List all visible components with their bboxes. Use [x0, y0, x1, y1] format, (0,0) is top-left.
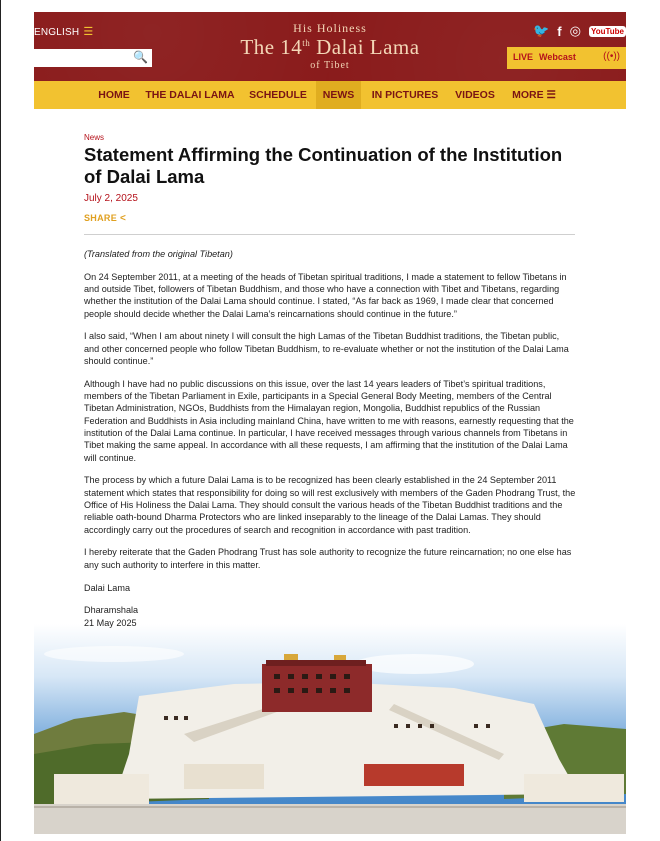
sign-date: 21 May 2025	[84, 617, 137, 628]
share-icon: <	[120, 213, 127, 224]
nav-the-dalai-lama[interactable]: THE DALAI LAMA	[145, 89, 235, 101]
signature: Dalai Lama	[84, 582, 130, 593]
paragraph: Although I have had no public discussions on this issue, over the last 14 years leaders of Tibet’s spiritual traditions, members of the Tibetan Parliament in Exile, participants in a Special General Body Meeting, members of the Central Tibetan Administration, NGOs, Buddhists from the Himalayan region, Mongolia, Buddhist republics of the Russian Federation and Buddhists in Asia including mainland China, have written to me with reasons, earnestly requesting that the institution of the Dalai Lama continue. In particular, I have received messages through various channels from Tibetans in Tibet making the same appeal. In accordance with all these requests, I am affirming that the institution of the Dalai Lama will continue.	[84, 378, 574, 463]
divider	[84, 234, 575, 235]
twitter-icon[interactable]: 🐦	[533, 23, 550, 38]
nav-schedule[interactable]: SCHEDULE	[249, 89, 307, 101]
nav-in-pictures[interactable]: IN PICTURES	[371, 89, 439, 101]
sign-place: Dharamshala	[84, 605, 139, 616]
social-links	[533, 22, 626, 40]
search-input[interactable]	[34, 49, 152, 67]
logo-line2: The 14th Dalai Lama	[240, 35, 420, 59]
instagram-icon[interactable]: ◎	[569, 23, 581, 38]
paragraph: On 24 September 2011, at a meeting of the heads of Tibetan spiritual traditions, I made a statement to fellow Tibetans in and outside Tibet, followers of Tibetan Buddhism, and those who have a connection with Tibet and Tibetans, regarding whether the institution of the Dalai Lama should continue. I stated, “As far back as 1969, I made clear that concerned people should decide whether the Dalai Lama’s reincarnations should continue in the future.”	[84, 271, 567, 319]
nav-news[interactable]: NEWS	[316, 81, 361, 109]
facebook-icon[interactable]: f	[557, 23, 562, 39]
window-border	[0, 0, 1, 841]
article-body	[84, 248, 576, 639]
main-nav	[34, 81, 626, 109]
logo-line1: His Holiness	[293, 21, 367, 35]
language-selector[interactable]	[34, 25, 93, 38]
language-label: ENGLISH	[34, 27, 80, 38]
translation-note: (Translated from the original Tibetan)	[84, 249, 233, 259]
site-header	[34, 12, 626, 81]
logo-line3: of Tibet	[310, 60, 350, 71]
site-logo[interactable]	[230, 22, 430, 71]
article-date: July 2, 2025	[84, 193, 138, 204]
nav-more[interactable]: MORE ☰	[512, 89, 556, 101]
nav-videos[interactable]: VIDEOS	[455, 89, 495, 101]
paragraph: I hereby reiterate that the Gaden Phodrang Trust has sole authority to recognize the future reincarnation; no one else has any such authority to interfere in this matter.	[84, 547, 572, 570]
article-title: Statement Affirming the Continuation of the Institution of Dalai Lama	[84, 144, 563, 187]
category-label[interactable]: News	[84, 133, 105, 142]
potala-palace-image	[34, 624, 626, 834]
webcast-label: Webcast	[539, 52, 576, 62]
search-icon[interactable]: 🔍	[133, 50, 148, 64]
paragraph: The process by which a future Dalai Lama is to be recognized has been clearly established in the 24 September 2011 statement which states that responsibility for doing so will rest exclusively with members of the Gaden Phodrang Trust, the Office of His Holiness the Dalai Lama. They should consult the various heads of the Tibetan Buddhist traditions and the reliable oath-bound Dharma Protectors who are linked inseparably to the lineage of the Dalai Lamas. They should accordingly carry out the procedures of search and recognition in accordance with past tradition.	[84, 475, 576, 535]
live-label: LIVE	[513, 52, 534, 62]
menu-icon: ☰	[83, 26, 94, 38]
menu-icon: ☰	[546, 89, 556, 101]
paragraph: I also said, “When I am about ninety I will consult the high Lamas of the Tibetan Buddhist traditions, the Tibetan public, and other concerned people who follow Tibetan Buddhism, to re-evaluate whether or not the institution of the Dalai Lama should continue.”	[84, 331, 569, 367]
share-button[interactable]: SHARE <	[84, 213, 127, 224]
page	[34, 12, 626, 834]
webcast-button[interactable]	[507, 47, 626, 69]
nav-home[interactable]: HOME	[98, 89, 130, 101]
youtube-icon[interactable]: YouTube	[590, 26, 624, 36]
broadcast-icon: ((•))	[603, 51, 620, 62]
